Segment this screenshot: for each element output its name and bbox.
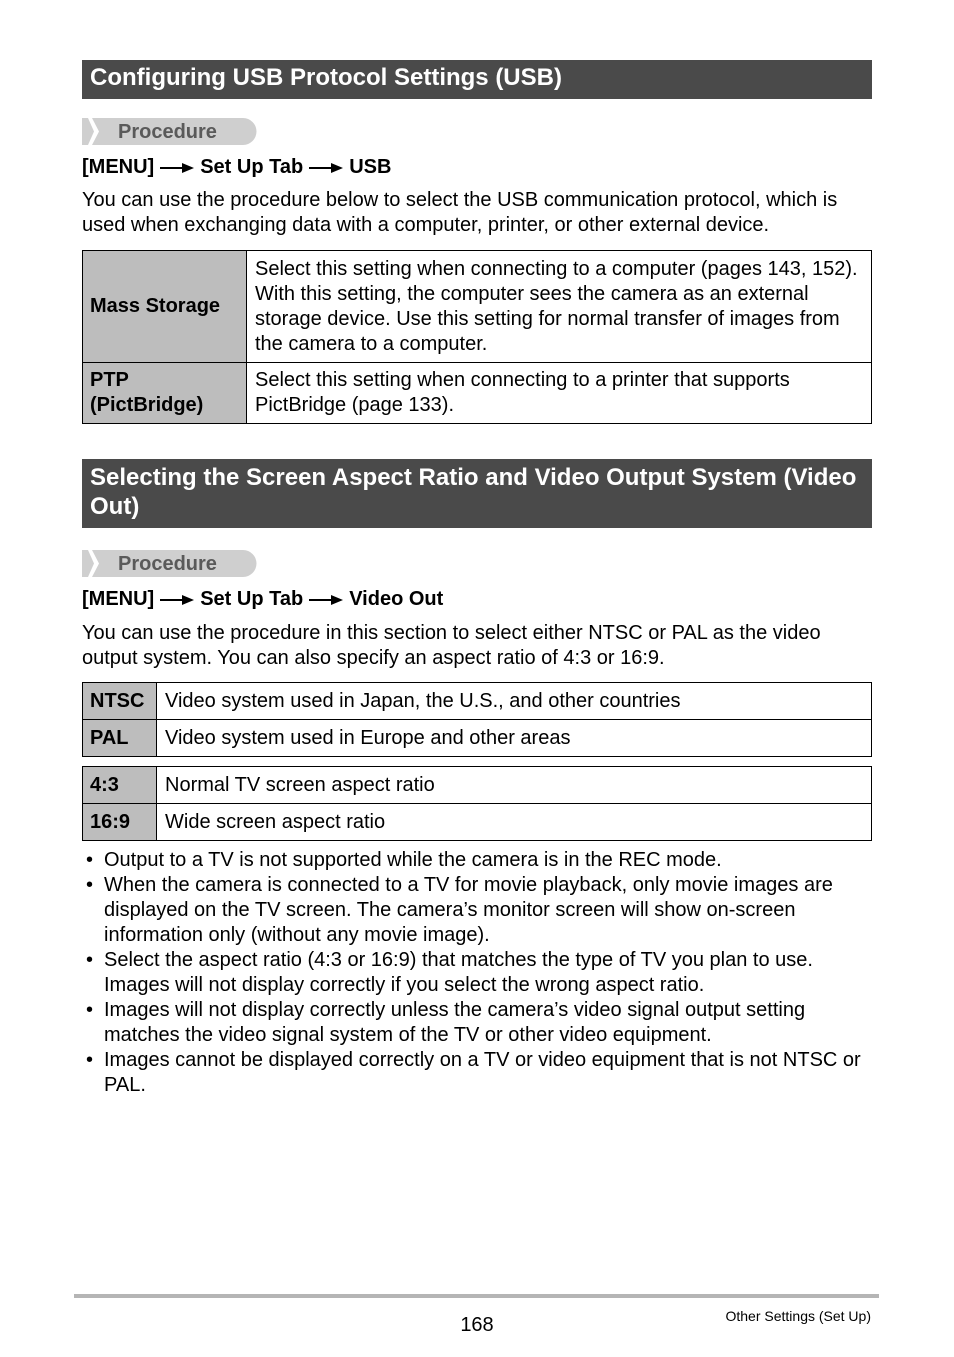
note-text: Images cannot be displayed correctly on a TV or video equipment that is not NTSC or PAL. xyxy=(104,1049,861,1096)
aspect-ratio-table xyxy=(82,766,872,841)
list-item xyxy=(82,873,874,948)
option-description: Video system used in Japan, the U.S., and other countries xyxy=(157,683,872,720)
usb-options-table xyxy=(82,250,872,424)
option-description: Select this setting when connecting to a computer (pages 143, 152). With this setting, the computer sees the camera as an external storage device. Use this setting for normal transfer of images from the camera to a computer. xyxy=(247,251,872,363)
path-step-video-out: Video Out xyxy=(349,588,444,610)
notes-list xyxy=(82,848,874,1098)
table-row xyxy=(83,251,872,363)
option-name: PTP (PictBridge) xyxy=(83,363,247,424)
procedure-label: Procedure xyxy=(118,121,217,143)
procedure-badge xyxy=(82,118,257,145)
table-row xyxy=(83,804,872,841)
bullet-icon: • xyxy=(86,874,94,896)
bullet-icon: • xyxy=(86,849,94,871)
option-description: Wide screen aspect ratio xyxy=(157,804,872,841)
arrow-right-icon xyxy=(309,594,343,606)
video-system-table xyxy=(82,682,872,757)
table-row xyxy=(83,720,872,757)
footer-divider xyxy=(74,1294,879,1298)
usb-intro: You can use the procedure below to select the USB communication protocol, which is used when exchanging data with a computer, printer, or other external device. xyxy=(82,189,838,236)
list-item xyxy=(82,848,874,873)
option-name: 16:9 xyxy=(83,804,157,841)
option-name: NTSC xyxy=(83,683,157,720)
section-title-video-out: Selecting the Screen Aspect Ratio and Video Output System (Video Out) xyxy=(82,459,872,528)
path-step-menu: [MENU] xyxy=(82,156,155,178)
section-title-usb: Configuring USB Protocol Settings (USB) xyxy=(82,60,872,99)
path-step-setup-tab: Set Up Tab xyxy=(200,588,304,610)
option-description: Select this setting when connecting to a printer that supports PictBridge (page 133). xyxy=(247,363,872,424)
option-description: Video system used in Europe and other areas xyxy=(157,720,872,757)
list-item xyxy=(82,948,874,998)
option-name: 4:3 xyxy=(83,767,157,804)
option-name: Mass Storage xyxy=(83,251,247,363)
note-text: Output to a TV is not supported while the camera is in the REC mode. xyxy=(104,849,722,871)
bullet-icon: • xyxy=(86,999,94,1021)
menu-path-video-out xyxy=(82,587,443,611)
procedure-badge xyxy=(82,550,257,577)
menu-path-usb xyxy=(82,155,391,179)
list-item xyxy=(82,1048,874,1098)
arrow-right-icon xyxy=(160,162,194,174)
bullet-icon: • xyxy=(86,949,94,971)
table-row xyxy=(83,767,872,804)
path-step-menu: [MENU] xyxy=(82,588,155,610)
note-text: When the camera is connected to a TV for movie playback, only movie images are displayed on the TV screen. The camera’s monitor screen will show on-screen information only (without any movie image). xyxy=(104,874,833,946)
page-number: 168 xyxy=(460,1314,494,1336)
table-row xyxy=(83,683,872,720)
bullet-icon: • xyxy=(86,1049,94,1071)
path-step-setup-tab: Set Up Tab xyxy=(200,156,304,178)
table-row xyxy=(83,363,872,424)
video-intro: You can use the procedure in this section to select either NTSC or PAL as the video output system. You can also specify an aspect ratio of 4:3 or 16:9. xyxy=(82,622,821,669)
procedure-label: Procedure xyxy=(118,553,217,575)
option-description: Normal TV screen aspect ratio xyxy=(157,767,872,804)
list-item xyxy=(82,998,874,1048)
arrow-right-icon xyxy=(309,162,343,174)
option-name: PAL xyxy=(83,720,157,757)
note-text: Select the aspect ratio (4:3 or 16:9) that matches the type of TV you plan to use. Images will not display correctly if you select the wrong aspect ratio. xyxy=(104,949,813,996)
arrow-right-icon xyxy=(160,594,194,606)
footer-section-name: Other Settings (Set Up) xyxy=(725,1308,871,1324)
path-step-usb: USB xyxy=(349,156,392,178)
note-text: Images will not display correctly unless the camera’s video signal output setting matches the video signal system of the TV or other video equipment. xyxy=(104,999,806,1046)
